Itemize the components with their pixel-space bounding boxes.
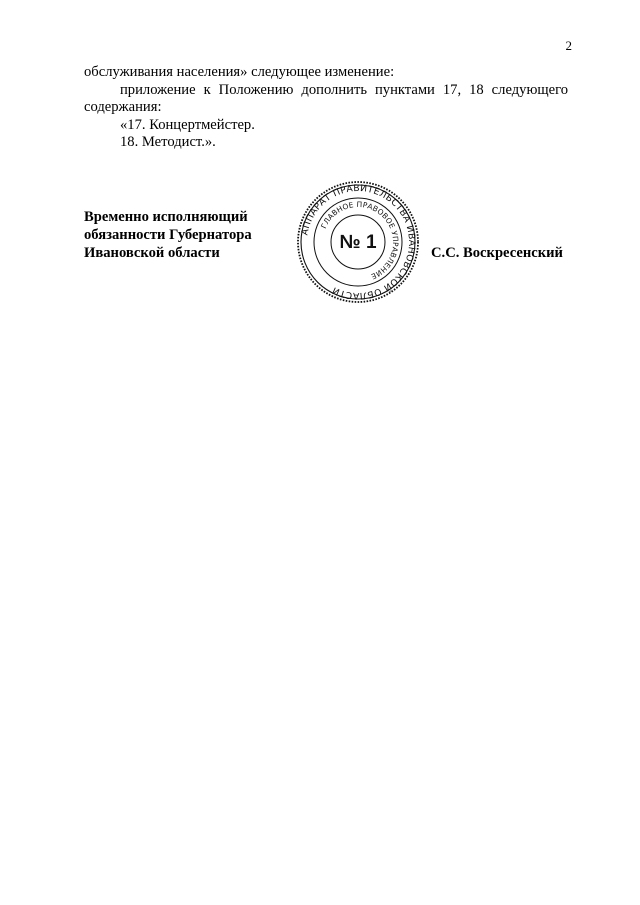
seal-graphic (296, 180, 420, 304)
signatory-position (84, 208, 252, 262)
body-line-2: приложение к Положению дополнить пунктами 17, 18 следующего содержания: (84, 81, 568, 115)
page-number: 2 (565, 38, 572, 53)
official-seal (296, 180, 420, 304)
seal-number: № 1 (339, 232, 377, 253)
signatory-name: С.С. Воскресенский (431, 245, 563, 261)
signatory-position-line-2: обязанности Губернатора (84, 227, 252, 243)
seal-outer-text: АППАРАТ ПРАВИТЕЛЬСТВА ИВАНОВСКОЙ ОБЛАСТИ (299, 182, 418, 302)
signatory-position-line-1: Временно исполняющий (84, 209, 248, 225)
body-line-1: обслуживания населения» следующее изменение: (84, 64, 395, 80)
document-body (84, 64, 568, 152)
body-line-4: 18. Методист.». (120, 134, 216, 150)
seal-inner-text: ГЛАВНОЕ ПРАВОВОЕ УПРАВЛЕНИЕ (319, 199, 401, 282)
body-line-3: «17. Концертмейстер. (120, 116, 255, 133)
signatory-position-line-3: Ивановской области (84, 245, 220, 261)
